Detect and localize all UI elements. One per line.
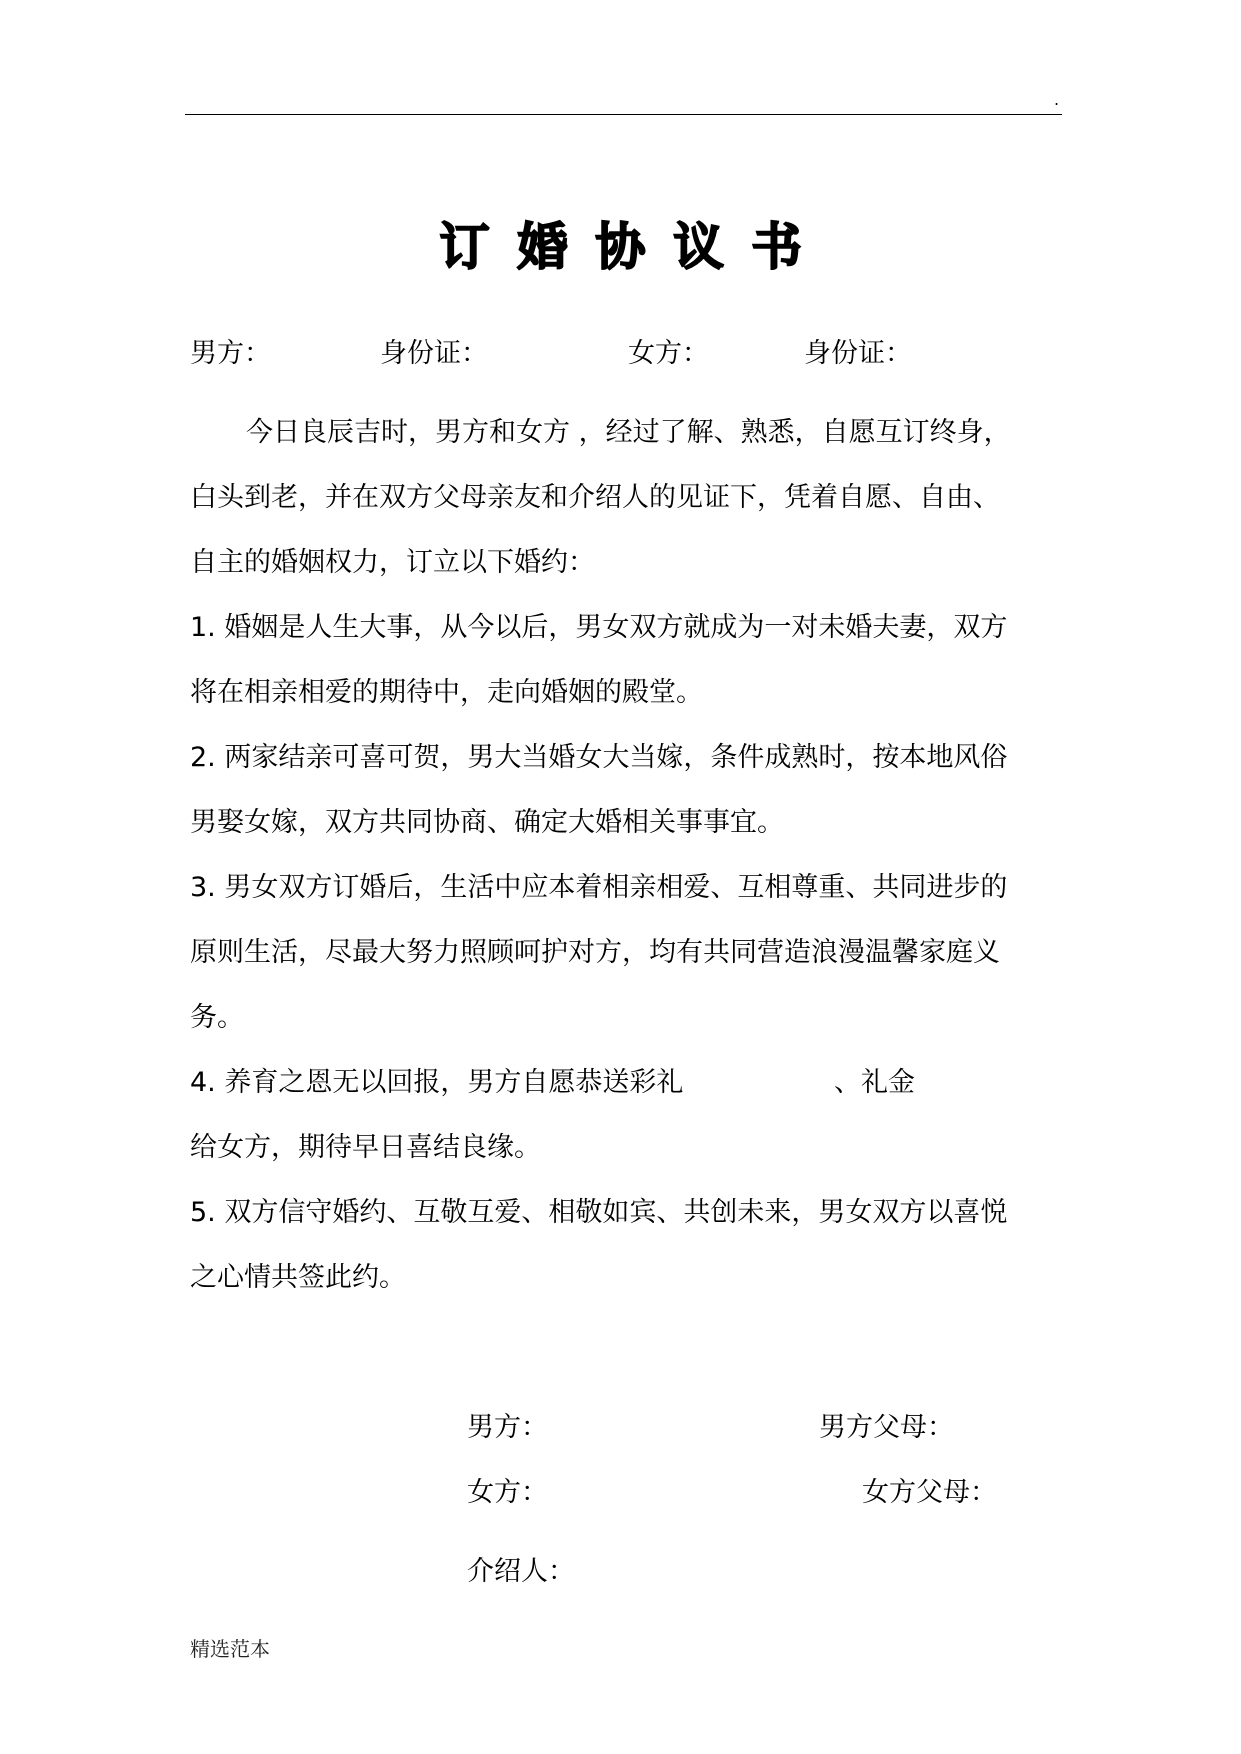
intro-line-2: 白头到老，并在双方父母亲友和介绍人的见证下，凭着自愿、自由、	[190, 482, 1000, 513]
intro-line-1: 今日良辰吉时，男方和女方 ，经过了解、熟悉，自愿互订终身，	[246, 417, 1011, 448]
clause-1-line-1: 1. 婚姻是人生大事，从今以后，男女双方就成为一对未婚夫妻，双方	[190, 612, 1008, 643]
footer-note: 精选范本	[190, 1637, 270, 1661]
signature-bride: 女方：	[467, 1477, 548, 1508]
header-dot: .	[1054, 90, 1060, 109]
clause-4-gift-text: 、礼金	[834, 1067, 915, 1098]
bride-label: 女方：	[628, 338, 709, 369]
clause-3-line-1: 3. 男女双方订婚后，生活中应本着相亲相爱、互相尊重、共同进步的	[190, 872, 1008, 903]
clause-1-line-2: 将在相亲相爱的期待中，走向婚姻的殿堂。	[190, 677, 703, 708]
clause-3-line-3: 务。	[190, 1002, 244, 1033]
clause-2-line-2: 男娶女嫁，双方共同协商、确定大婚相关事事宜。	[190, 807, 784, 838]
signature-bride-parents: 女方父母：	[862, 1477, 997, 1508]
document-title: 订婚协议书	[439, 218, 830, 276]
clause-2-line-1: 2. 两家结亲可喜可贺，男大当婚女大当嫁，条件成熟时，按本地风俗	[190, 742, 1008, 773]
intro-line-3: 自主的婚姻权力，订立以下婚约：	[190, 547, 595, 578]
clause-3-line-2: 原则生活，尽最大努力照顾呵护对方，均有共同营造浪漫温馨家庭义	[190, 937, 1000, 968]
bride-id-label: 身份证：	[804, 338, 912, 369]
groom-label: 男方：	[190, 338, 271, 369]
signature-matchmaker: 介绍人：	[467, 1556, 575, 1587]
clause-4-line-1: 4. 养育之恩无以回报，男方自愿恭送彩礼	[190, 1067, 684, 1098]
clause-5-line-2: 之心情共签此约。	[190, 1262, 406, 1293]
clause-5-line-1: 5. 双方信守婚约、互敬互爱、相敬如宾、共创未来，男女双方以喜悦	[190, 1197, 1008, 1228]
signature-groom: 男方：	[467, 1412, 548, 1443]
header-rule	[185, 114, 1062, 115]
clause-4-line-2: 给女方，期待早日喜结良缘。	[190, 1132, 541, 1163]
signature-groom-parents: 男方父母：	[819, 1412, 954, 1443]
groom-id-label: 身份证：	[380, 338, 488, 369]
